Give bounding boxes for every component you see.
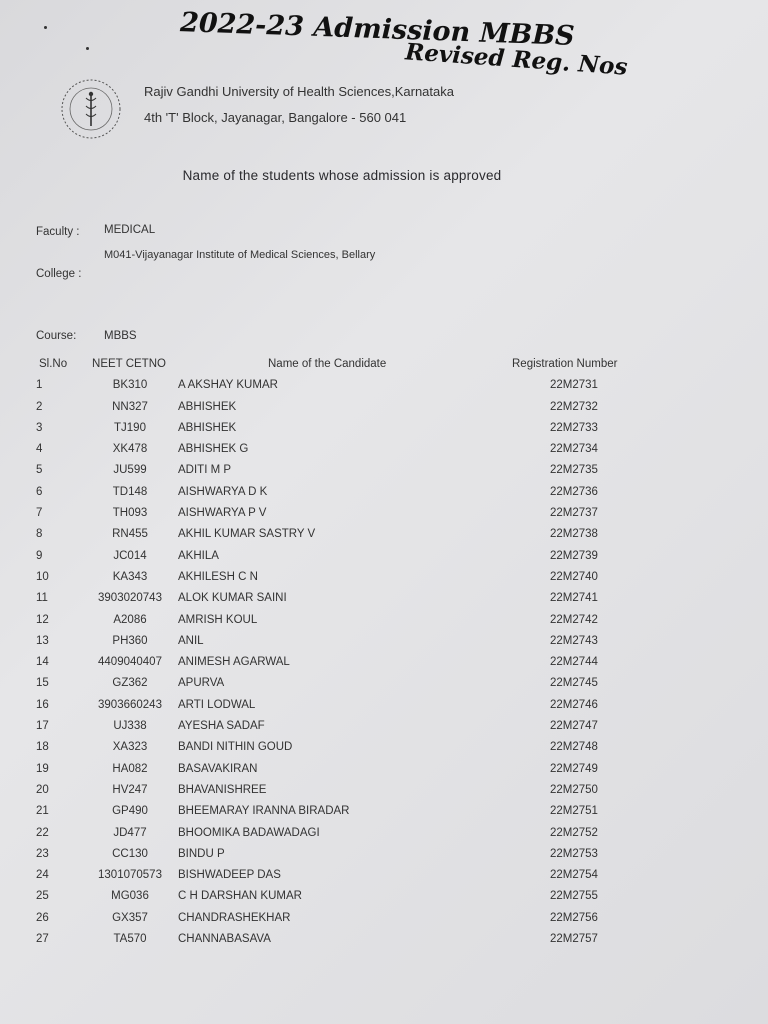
cell-registration-number: 22M2731: [550, 379, 598, 392]
header-registration-number: Registration Number: [512, 358, 618, 370]
cell-registration-number: 22M2748: [550, 741, 598, 754]
cell-neet-cetno: XA323: [112, 741, 148, 754]
cell-registration-number: 22M2735: [550, 464, 598, 477]
cell-candidate-name: AISHWARYA P V: [178, 507, 267, 520]
cell-sl-no: 2: [36, 400, 43, 413]
cell-sl-no: 1: [36, 379, 43, 392]
table-row: [0, 592, 768, 613]
cell-sl-no: 20: [36, 783, 49, 796]
handwritten-note-title: 2022-23 Admission MBBS: [179, 7, 576, 52]
cell-registration-number: 22M2741: [550, 592, 598, 605]
cell-candidate-name: AKHILA: [178, 549, 219, 562]
cell-neet-cetno: JD477: [113, 826, 147, 839]
cell-sl-no: 16: [36, 698, 49, 711]
cell-neet-cetno: 1301070573: [98, 869, 162, 882]
cell-candidate-name: CHANNABASAVA: [178, 933, 271, 946]
cell-sl-no: 19: [36, 762, 49, 775]
cell-candidate-name: BHAVANISHREE: [178, 783, 267, 796]
table-row: [0, 890, 768, 911]
cell-registration-number: 22M2736: [550, 485, 598, 498]
cell-registration-number: 22M2739: [550, 549, 598, 562]
cell-neet-cetno: KA343: [112, 570, 148, 583]
table-row: [0, 720, 768, 741]
paper-speck: [86, 47, 89, 50]
course-label: Course:: [36, 330, 77, 342]
cell-registration-number: 22M2751: [550, 805, 598, 818]
table-row: [0, 614, 768, 635]
cell-neet-cetno: MG036: [111, 890, 149, 903]
cell-neet-cetno: 4409040407: [98, 656, 162, 669]
cell-neet-cetno: NN327: [112, 400, 148, 413]
cell-sl-no: 17: [36, 720, 49, 733]
header-sl-no: Sl.No: [39, 358, 68, 370]
cell-neet-cetno: RN455: [112, 528, 148, 541]
cell-registration-number: 22M2740: [550, 570, 598, 583]
cell-registration-number: 22M2754: [550, 869, 598, 882]
cell-neet-cetno: HA082: [112, 762, 148, 775]
table-row: [0, 912, 768, 933]
table-row: [0, 933, 768, 954]
cell-candidate-name: ARTI LODWAL: [178, 698, 256, 711]
handwritten-note-subtitle: Revised Reg. Nos: [404, 38, 629, 81]
table-row: [0, 741, 768, 762]
cell-neet-cetno: JC014: [113, 549, 147, 562]
university-seal-icon: [58, 76, 124, 142]
cell-registration-number: 22M2742: [550, 613, 598, 626]
cell-candidate-name: BINDU P: [178, 847, 225, 860]
table-row: [0, 379, 768, 400]
cell-neet-cetno: GZ362: [112, 677, 148, 690]
table-row: [0, 805, 768, 826]
cell-candidate-name: AYESHA SADAF: [178, 720, 265, 733]
cell-registration-number: 22M2753: [550, 847, 598, 860]
table-row: [0, 635, 768, 656]
cell-candidate-name: ADITI M P: [178, 464, 232, 477]
cell-neet-cetno: UJ338: [113, 720, 147, 733]
cell-registration-number: 22M2734: [550, 443, 598, 456]
table-row: [0, 869, 768, 890]
cell-neet-cetno: CC130: [112, 847, 148, 860]
cell-sl-no: 15: [36, 677, 49, 690]
cell-neet-cetno: JU599: [113, 464, 147, 477]
cell-sl-no: 23: [36, 847, 49, 860]
cell-sl-no: 22: [36, 826, 49, 839]
table-row: [0, 486, 768, 507]
cell-sl-no: 7: [36, 507, 43, 520]
cell-candidate-name: ANIMESH AGARWAL: [178, 656, 290, 669]
faculty-value: MEDICAL: [104, 224, 156, 236]
cell-candidate-name: C H DARSHAN KUMAR: [178, 890, 302, 903]
cell-sl-no: 8: [36, 528, 43, 541]
cell-neet-cetno: 3903660243: [98, 698, 162, 711]
paper-speck: [44, 26, 47, 29]
cell-candidate-name: ABHISHEK G: [178, 443, 249, 456]
cell-candidate-name: BANDI NITHIN GOUD: [178, 741, 293, 754]
cell-sl-no: 9: [36, 549, 43, 562]
cell-candidate-name: AMRISH KOUL: [178, 613, 258, 626]
cell-sl-no: 26: [36, 911, 49, 924]
cell-neet-cetno: BK310: [112, 379, 148, 392]
cell-registration-number: 22M2744: [550, 656, 598, 669]
cell-neet-cetno: TJ190: [114, 421, 146, 434]
cell-candidate-name: BASAVAKIRAN: [178, 762, 258, 775]
cell-registration-number: 22M2743: [550, 634, 598, 647]
table-row: [0, 763, 768, 784]
cell-candidate-name: A AKSHAY KUMAR: [178, 379, 278, 392]
cell-candidate-name: APURVA: [178, 677, 225, 690]
cell-registration-number: 22M2738: [550, 528, 598, 541]
table-row: [0, 571, 768, 592]
table-row: [0, 401, 768, 422]
cell-neet-cetno: TA570: [113, 933, 147, 946]
cell-candidate-name: AKHIL KUMAR SASTRY V: [178, 528, 316, 541]
header-neet-cetno: NEET CETNO: [92, 358, 166, 370]
college-value: M041-Vijayanagar Institute of Medical Sciences, Bellary: [104, 249, 376, 261]
page-heading: Name of the students whose admission is approved: [182, 168, 502, 183]
cell-candidate-name: BISHWADEEP DAS: [178, 869, 281, 882]
cell-candidate-name: AISHWARYA D K: [178, 485, 268, 498]
cell-registration-number: 22M2749: [550, 762, 598, 775]
students-table: [0, 358, 768, 954]
cell-candidate-name: ABHISHEK: [178, 421, 237, 434]
cell-registration-number: 22M2750: [550, 783, 598, 796]
cell-sl-no: 14: [36, 656, 49, 669]
cell-neet-cetno: GX357: [112, 911, 148, 924]
university-name: Rajiv Gandhi University of Health Sciences,Karnataka: [144, 84, 454, 99]
cell-sl-no: 18: [36, 741, 49, 754]
cell-neet-cetno: GP490: [112, 805, 148, 818]
cell-sl-no: 25: [36, 890, 49, 903]
table-header-row: [0, 358, 768, 379]
cell-sl-no: 5: [36, 464, 43, 477]
table-row: [0, 464, 768, 485]
cell-registration-number: 22M2733: [550, 421, 598, 434]
college-label: College :: [36, 268, 82, 280]
cell-candidate-name: ABHISHEK: [178, 400, 237, 413]
cell-sl-no: 10: [36, 570, 49, 583]
cell-registration-number: 22M2745: [550, 677, 598, 690]
cell-sl-no: 24: [36, 869, 49, 882]
cell-sl-no: 13: [36, 634, 49, 647]
cell-registration-number: 22M2757: [550, 933, 598, 946]
cell-candidate-name: ANIL: [178, 634, 204, 647]
course-value: MBBS: [104, 330, 137, 342]
cell-neet-cetno: PH360: [112, 634, 148, 647]
cell-sl-no: 27: [36, 933, 49, 946]
cell-candidate-name: BHEEMARAY IRANNA BIRADAR: [178, 805, 350, 818]
faculty-label: Faculty :: [36, 226, 80, 238]
cell-sl-no: 12: [36, 613, 49, 626]
table-row: [0, 528, 768, 549]
cell-neet-cetno: 3903020743: [98, 592, 162, 605]
cell-sl-no: 6: [36, 485, 43, 498]
table-row: [0, 656, 768, 677]
cell-sl-no: 3: [36, 421, 43, 434]
cell-registration-number: 22M2746: [550, 698, 598, 711]
table-body: [0, 379, 768, 954]
cell-registration-number: 22M2747: [550, 720, 598, 733]
cell-candidate-name: AKHILESH C N: [178, 570, 258, 583]
table-row: [0, 827, 768, 848]
cell-candidate-name: BHOOMIKA BADAWADAGI: [178, 826, 320, 839]
cell-registration-number: 22M2756: [550, 911, 598, 924]
table-row: [0, 443, 768, 464]
cell-sl-no: 21: [36, 805, 49, 818]
cell-registration-number: 22M2752: [550, 826, 598, 839]
table-row: [0, 422, 768, 443]
cell-neet-cetno: XK478: [112, 443, 148, 456]
table-row: [0, 699, 768, 720]
cell-neet-cetno: TH093: [112, 507, 148, 520]
table-row: [0, 784, 768, 805]
table-row: [0, 848, 768, 869]
cell-neet-cetno: TD148: [112, 485, 148, 498]
cell-sl-no: 11: [36, 592, 48, 605]
cell-candidate-name: ALOK KUMAR SAINI: [178, 592, 287, 605]
cell-sl-no: 4: [36, 443, 43, 456]
table-row: [0, 677, 768, 698]
cell-registration-number: 22M2732: [550, 400, 598, 413]
cell-registration-number: 22M2755: [550, 890, 598, 903]
cell-neet-cetno: HV247: [112, 783, 148, 796]
cell-registration-number: 22M2737: [550, 507, 598, 520]
table-row: [0, 507, 768, 528]
cell-candidate-name: CHANDRASHEKHAR: [178, 911, 291, 924]
header-candidate-name: Name of the Candidate: [268, 358, 387, 370]
table-row: [0, 550, 768, 571]
university-address: 4th 'T' Block, Jayanagar, Bangalore - 560 041: [144, 110, 407, 125]
cell-neet-cetno: A2086: [113, 613, 147, 626]
